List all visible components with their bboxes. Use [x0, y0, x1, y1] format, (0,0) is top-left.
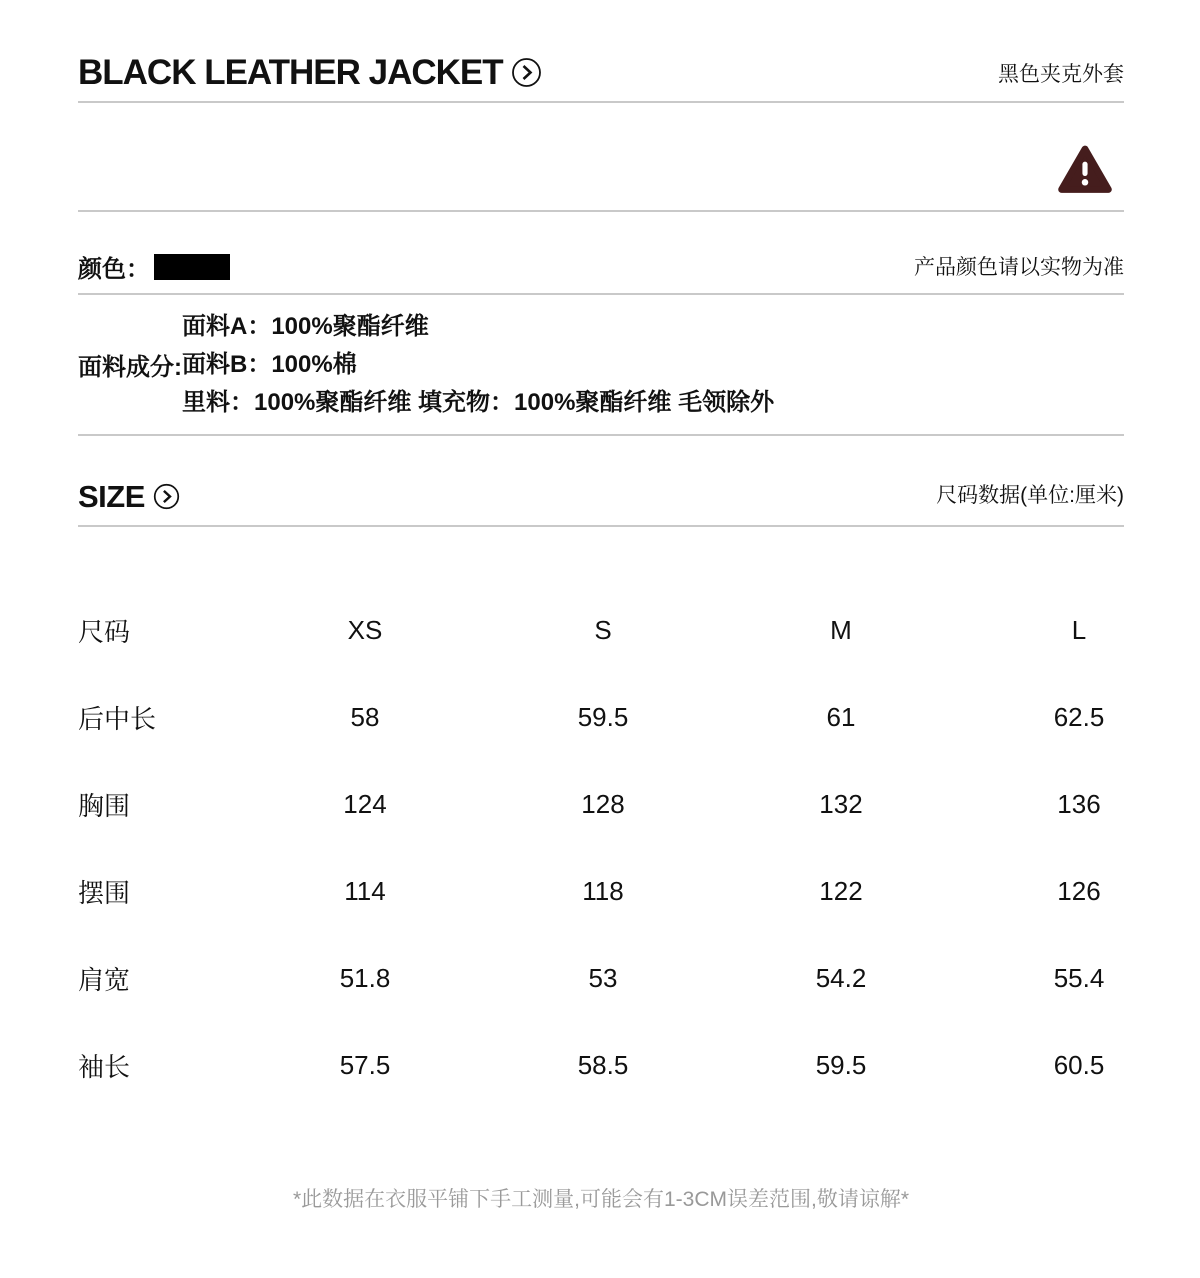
color-left: [78, 249, 230, 284]
chevron-right-circle-icon: [153, 483, 180, 510]
row-label: 摆围: [78, 878, 131, 908]
table-row-sleeve: [78, 1022, 1198, 1109]
color-swatch-black: [154, 254, 230, 280]
size-title: SIZE: [78, 479, 145, 514]
cell-value: 132: [819, 789, 863, 819]
row-label: 肩宽: [78, 965, 131, 995]
cell-value: 124: [343, 789, 387, 819]
fabric-section: [78, 295, 1124, 434]
color-note: 产品颜色请以实物为准: [914, 256, 1124, 279]
size-unit-note: 尺码数据(单位:厘米): [936, 484, 1124, 507]
fabric-lines: [182, 308, 774, 422]
chevron-right-circle-icon: [511, 57, 542, 88]
cell-value: 136: [1057, 789, 1101, 819]
notice-row: [78, 103, 1124, 210]
fabric-line-b: 面料B：100%棉: [182, 350, 357, 378]
cell-value: 61: [826, 702, 856, 732]
product-title-cn: 黑色夹克外套: [998, 62, 1124, 86]
cell-value: 54.2: [815, 963, 867, 993]
table-row-hem: [78, 848, 1198, 935]
page-title: BLACK LEATHER JACKET: [78, 53, 503, 92]
cell-value: 55.4: [1053, 963, 1105, 993]
cell-value: 59.5: [815, 1050, 867, 1080]
cell-value: 60.5: [1053, 1050, 1105, 1080]
size-table-header-row: [78, 587, 1198, 674]
cell-value: 62.5: [1053, 702, 1105, 732]
cell-value: 51.8: [339, 963, 391, 993]
warning-triangle-icon: [1058, 143, 1112, 195]
measurement-disclaimer: *此数据在衣服平铺下手工测量,可能会有1-3CM误差范围,敬请谅解*: [292, 1188, 910, 1211]
size-col-xs: XS: [347, 615, 383, 645]
cell-value: 58: [350, 702, 380, 732]
fabric-label: 面料成分:: [78, 354, 182, 381]
color-label: 颜色：: [78, 256, 150, 283]
cell-value: 128: [581, 789, 625, 819]
header-row: [78, 0, 1124, 101]
size-col-l: L: [1071, 615, 1087, 645]
fabric-line-lining: 里料：100%聚酯纤维 填充物：100%聚酯纤维 毛领除外: [182, 388, 775, 416]
row-label: 胸围: [78, 791, 131, 821]
cell-value: 118: [582, 876, 624, 906]
table-row-back-length: [78, 674, 1198, 761]
size-col-s: S: [594, 615, 612, 645]
cell-value: 114: [344, 876, 386, 906]
cell-value: 58.5: [577, 1050, 629, 1080]
size-col-header: 尺码: [78, 617, 131, 647]
size-title-wrap: [78, 481, 180, 512]
cell-value: 59.5: [577, 702, 629, 732]
size-col-m: M: [830, 615, 852, 645]
cell-value: 122: [819, 876, 863, 906]
cell-value: 53: [588, 963, 618, 993]
color-row: [78, 212, 1124, 293]
row-label: 后中长: [78, 704, 157, 734]
cell-value: 126: [1057, 876, 1101, 906]
product-title-wrap: [78, 55, 542, 90]
row-label: 袖长: [78, 1052, 131, 1082]
cell-value: 57.5: [339, 1050, 391, 1080]
fabric-line-a: 面料A：100%聚酯纤维: [182, 312, 429, 340]
table-row-chest: [78, 761, 1198, 848]
size-table: [78, 527, 1198, 1109]
table-row-shoulder: [78, 935, 1198, 1022]
size-header-row: [78, 436, 1124, 525]
